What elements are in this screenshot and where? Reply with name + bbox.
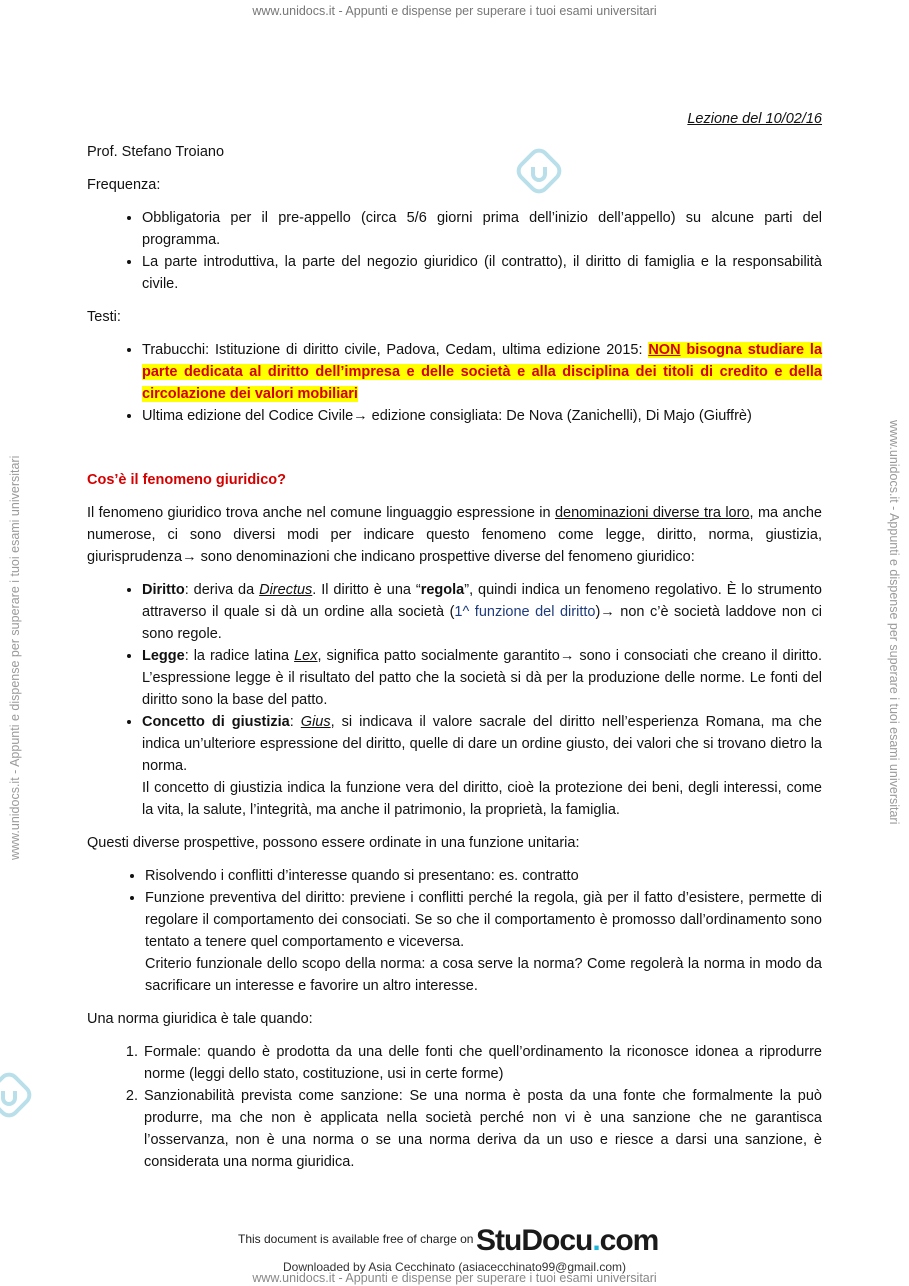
list-item: • Ultima edizione del Codice Civile→ edizione consigliata: De Nova (Zanichelli), Di Majo (Giuffrè)	[142, 405, 822, 427]
brand-text: com	[599, 1224, 659, 1257]
text: Funzione preventiva del diritto: previene i conflitti perché la regola, già per il fatto d’esistere, permette di regolare il comportamento dei consociati. Se so che il comportamento è promosso dall’ordinamento sono tentato a tenere quel comportamento e viceversa.	[145, 890, 822, 950]
studocu-logo[interactable]	[476, 1224, 658, 1258]
term: Concetto di giustizia	[142, 714, 290, 730]
intro-text: Il fenomeno giuridico trova anche nel comune linguaggio espressione in	[87, 505, 555, 521]
watermark-bottom: www.unidocs.it - Appunti e dispense per superare i tuoi esami universitari	[252, 1271, 657, 1285]
list-item-diritto	[142, 579, 822, 645]
testi-label: Testi:	[87, 309, 121, 325]
norma-list	[87, 1041, 822, 1173]
text: , si indicava il valore sacrale del diritto nell’esperienza Romana, ma che indica un’ulteriore espressione del diritto, quelle di dare un ordine giusto, dei valori che si trovano dietro la norma.	[142, 714, 823, 774]
latin-term: Directus	[259, 582, 313, 598]
text: : la radice latina	[184, 648, 295, 664]
list-item: 1. Formale: quando è prodotta da una delle fonti che quell’ordinamento la riconosce idonea a riprodurre norme (leggi dello stato, costituzione, usi in certe forme)	[142, 1041, 822, 1085]
list-item: • Risolvendo i conflitti d’interesse quando si presentano: es. contratto	[145, 865, 822, 887]
text: , significa patto socialmente garantito→ sono i consociati che creano il diritto. L’espressione legge è il risultato del patto che la società si dà per la produzione delle norme. Le fonti del diritto sono la base del patto.	[142, 648, 822, 708]
list-item-legge	[142, 645, 822, 711]
brand-text: StuDocu	[476, 1224, 593, 1257]
brand-dot: .	[592, 1224, 600, 1257]
function-note: 1^ funzione del diritto	[454, 604, 596, 620]
latin-term: Lex	[294, 648, 318, 664]
fenomeno-intro	[87, 502, 822, 568]
professor-name: Prof. Stefano Troiano	[87, 144, 225, 160]
watermark-right: www.unidocs.it - Appunti e dispense per superare i tuoi esami universitari	[887, 420, 901, 825]
text: . Il diritto è una “	[312, 582, 421, 598]
watermark-top: www.unidocs.it - Appunti e dispense per superare i tuoi esami universitari	[252, 4, 657, 18]
latin-term: Gius	[300, 714, 331, 730]
list-item	[145, 887, 822, 997]
text: : deriva da	[184, 582, 260, 598]
list-item: 2. Sanzionabilità prevista come sanzione: Se una norma è posta da una fonte che formalmente la può produrre, ma che non è applicata nella società perché non vi è una sanzione che ne garantisca l’osservanza, non è una norma o se una norma deriva da un uso e riesce a darsi una sanzione, è considerata una norma giuridica.	[142, 1085, 822, 1173]
text: Criterio funzionale dello scopo della norma: a cosa serve la norma? Come regolerà la norma in modo da sacrificare un interesse e favorire un altro interesse.	[145, 956, 822, 994]
intro-underlined: denominazioni diverse tra loro	[554, 505, 750, 521]
frequenza-label: Frequenza:	[87, 177, 161, 193]
highlighted-exclusion: bisogna studiare la parte dedicata al diritto dell’impresa e delle società e alla disciplina dei titoli di credito e della circolazione dei valori mobiliari	[142, 342, 823, 402]
watermark-logo-icon	[0, 1072, 32, 1118]
term: Diritto	[142, 582, 185, 598]
term: Legge	[142, 648, 185, 664]
lesson-date: Lezione del 10/02/16	[687, 111, 822, 127]
text: Il concetto di giustizia indica la funzione vera del diritto, cioè la protezione dei beni, degli interessi, come la vita, la salute, l’integrità, ma anche il patrimonio, la proprietà, la famiglia.	[142, 780, 822, 818]
downloaded-by: Downloaded by Asia Cecchinato (asiacecchinato99@gmail.com)	[282, 1260, 627, 1274]
testi-list	[87, 339, 822, 427]
text: )→ non c’è società laddove non ci sono regole.	[142, 604, 822, 642]
list-item	[142, 339, 822, 405]
section-title: Cos’è il fenomeno giuridico?	[87, 472, 286, 488]
prospettive-intro: Questi diverse prospettive, possono essere ordinate in una funzione unitaria:	[87, 835, 580, 851]
text: ”, quindi indica un fenomeno regolativo. È lo strumento attraverso il quale si dà un ordine alla società (	[142, 582, 822, 620]
text: :	[289, 714, 301, 730]
textbook-citation: Trabucchi: Istituzione di diritto civile, Padova, Cedam, ultima edizione 2015:	[142, 342, 649, 358]
footer-available: This document is available free of charge on	[238, 1232, 474, 1246]
non-warning: NON	[648, 342, 681, 358]
bold-word: regola	[420, 582, 465, 598]
fenomeno-list	[87, 579, 822, 821]
document-page	[87, 108, 822, 1173]
frequenza-list	[87, 207, 822, 295]
prospettive-list	[87, 865, 822, 997]
watermark-left: www.unidocs.it - Appunti e dispense per superare i tuoi esami universitari	[8, 455, 22, 860]
norma-intro: Una norma giuridica è tale quando:	[87, 1011, 313, 1027]
list-item: • La parte introduttiva, la parte del negozio giuridico (il contratto), il diritto di famiglia e la responsabilità civile.	[142, 251, 822, 295]
intro-text: , ma anche numerose, ci sono diversi modi per indicare questo fenomeno come legge, diritto, norma, giustizia, giurisprudenza→ sono denominazioni che indicano prospettive diverse del fenomeno giuridico:	[87, 505, 822, 565]
list-item-giustizia	[142, 711, 822, 821]
list-item: • Obbligatoria per il pre-appello (circa 5/6 giorni prima dell’inizio dell’appello) su alcune parti del programma.	[142, 207, 822, 251]
